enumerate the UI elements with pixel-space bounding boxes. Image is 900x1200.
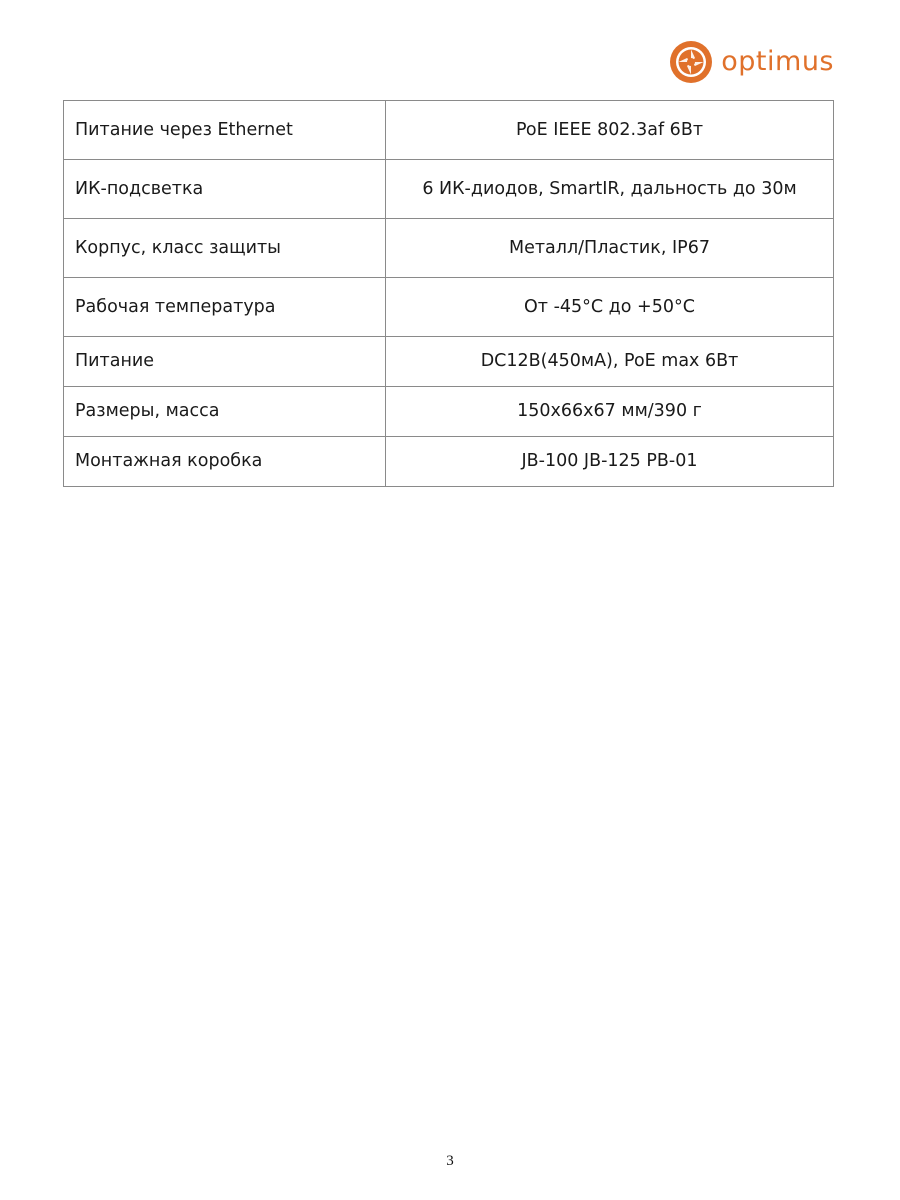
spec-label: ИК-подсветка [64, 160, 386, 219]
aperture-icon [669, 40, 713, 84]
spec-value: Металл/Пластик, IP67 [386, 219, 834, 278]
table-row [64, 101, 834, 160]
table-row [64, 387, 834, 437]
spec-value: DC12В(450мА), PoE max 6Вт [386, 337, 834, 387]
page-number: 3 [446, 1153, 454, 1169]
spec-table [63, 100, 834, 487]
spec-value: От -45°С до +50°С [386, 278, 834, 337]
table-row [64, 337, 834, 387]
spec-label: Питание через Ethernet [64, 101, 386, 160]
brand-logo [669, 40, 834, 84]
spec-label: Питание [64, 337, 386, 387]
table-row [64, 160, 834, 219]
table-row [64, 437, 834, 487]
table-row [64, 219, 834, 278]
spec-value: 6 ИК-диодов, SmartIR, дальность до 30м [386, 160, 834, 219]
spec-value: 150x66x67 мм/390 г [386, 387, 834, 437]
spec-value: JB-100 JB-125 PB-01 [386, 437, 834, 487]
spec-label: Монтажная коробка [64, 437, 386, 487]
spec-label: Размеры, масса [64, 387, 386, 437]
spec-label: Корпус, класс защиты [64, 219, 386, 278]
brand-name: optimus [721, 45, 834, 77]
spec-label: Рабочая температура [64, 278, 386, 337]
table-row [64, 278, 834, 337]
spec-value: PoE IEEE 802.3af 6Вт [386, 101, 834, 160]
